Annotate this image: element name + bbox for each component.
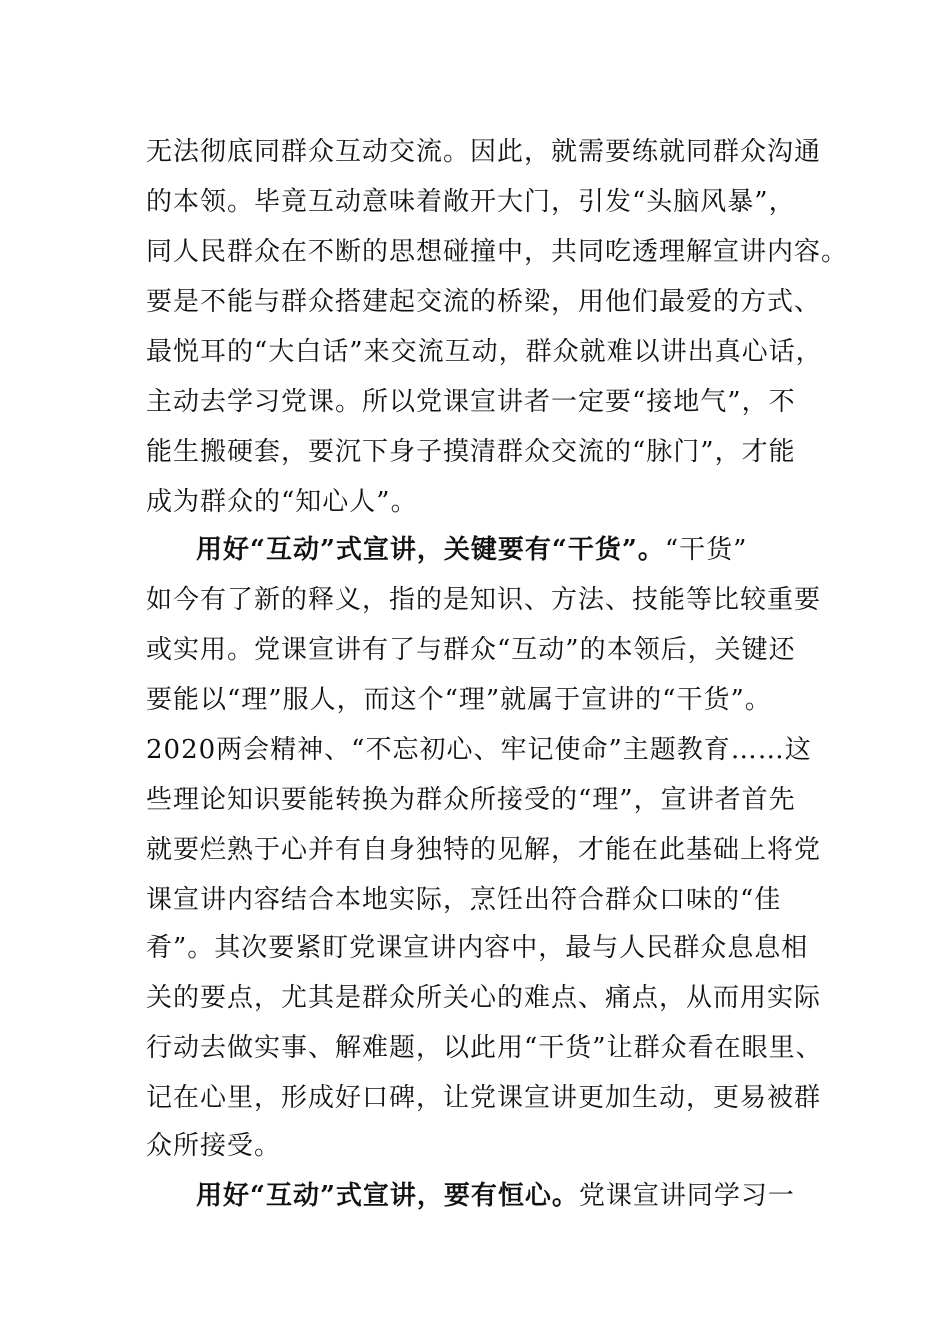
body-text-line: 关的要点，尤其是群众所关心的难点、痛点，从而用实际 bbox=[146, 983, 822, 1013]
paragraph-heading: 用好“互动”式宣讲，关键要有“干货”。 bbox=[196, 535, 665, 565]
paragraph-text: “干货” bbox=[664, 535, 748, 565]
paragraph-text: 党课宣讲同学习一 bbox=[578, 1181, 795, 1211]
body-text-line: 无法彻底同群众互动交流。因此，就需要练就同群众沟通 bbox=[146, 137, 822, 167]
body-text-line: 记在心里，形成好口碑，让党课宣讲更加生动，更易被群 bbox=[146, 1083, 822, 1113]
body-text-line: 2020两会精神、“不忘初心、牢记使命”主题教育……这 bbox=[146, 735, 812, 765]
paragraph-first-line bbox=[196, 1176, 826, 1216]
body-text-line: 成为群众的“知心人”。 bbox=[146, 487, 418, 517]
body-text-line: 或实用。党课宣讲有了与群众“互动”的本领后，关键还 bbox=[146, 635, 796, 665]
body-text-line: 就要烂熟于心并有自身独特的见解，才能在此基础上将党 bbox=[146, 835, 822, 865]
body-text-line: 要是不能与群众搭建起交流的桥梁，用他们最爱的方式、 bbox=[146, 287, 822, 317]
body-text-line: 肴”。其次要紧盯党课宣讲内容中，最与人民群众息息相 bbox=[146, 933, 809, 963]
body-text-line: 行动去做实事、解难题，以此用“干货”让群众看在眼里、 bbox=[146, 1033, 823, 1063]
body-text-line: 主动去学习党课。所以党课宣讲者一定要“接地气”，不 bbox=[146, 387, 796, 417]
body-text-line: 些理论知识要能转换为群众所接受的“理”，宣讲者首先 bbox=[146, 785, 796, 815]
body-text-line: 能生搬硬套，要沉下身子摸清群众交流的“脉门”，才能 bbox=[146, 437, 796, 467]
body-text-line: 要能以“理”服人，而这个“理”就属于宣讲的“干货”。 bbox=[146, 685, 772, 715]
body-text-line: 同人民群众在不断的思想碰撞中，共同吃透理解宣讲内容。 bbox=[146, 237, 849, 267]
paragraph-first-line bbox=[196, 530, 826, 570]
paragraph-heading: 用好“互动”式宣讲，要有恒心。 bbox=[196, 1181, 579, 1211]
body-text-line: 课宣讲内容结合本地实际，烹饪出符合群众口味的“佳 bbox=[146, 885, 782, 915]
body-text-line: 众所接受。 bbox=[146, 1131, 282, 1161]
body-text-line: 如今有了新的释义，指的是知识、方法、技能等比较重要 bbox=[146, 585, 822, 615]
body-text-line: 最悦耳的“大白话”来交流互动，群众就难以讲出真心话， bbox=[146, 337, 823, 367]
body-text-line: 的本领。毕竟互动意味着敞开大门，引发“头脑风暴”， bbox=[146, 187, 796, 217]
